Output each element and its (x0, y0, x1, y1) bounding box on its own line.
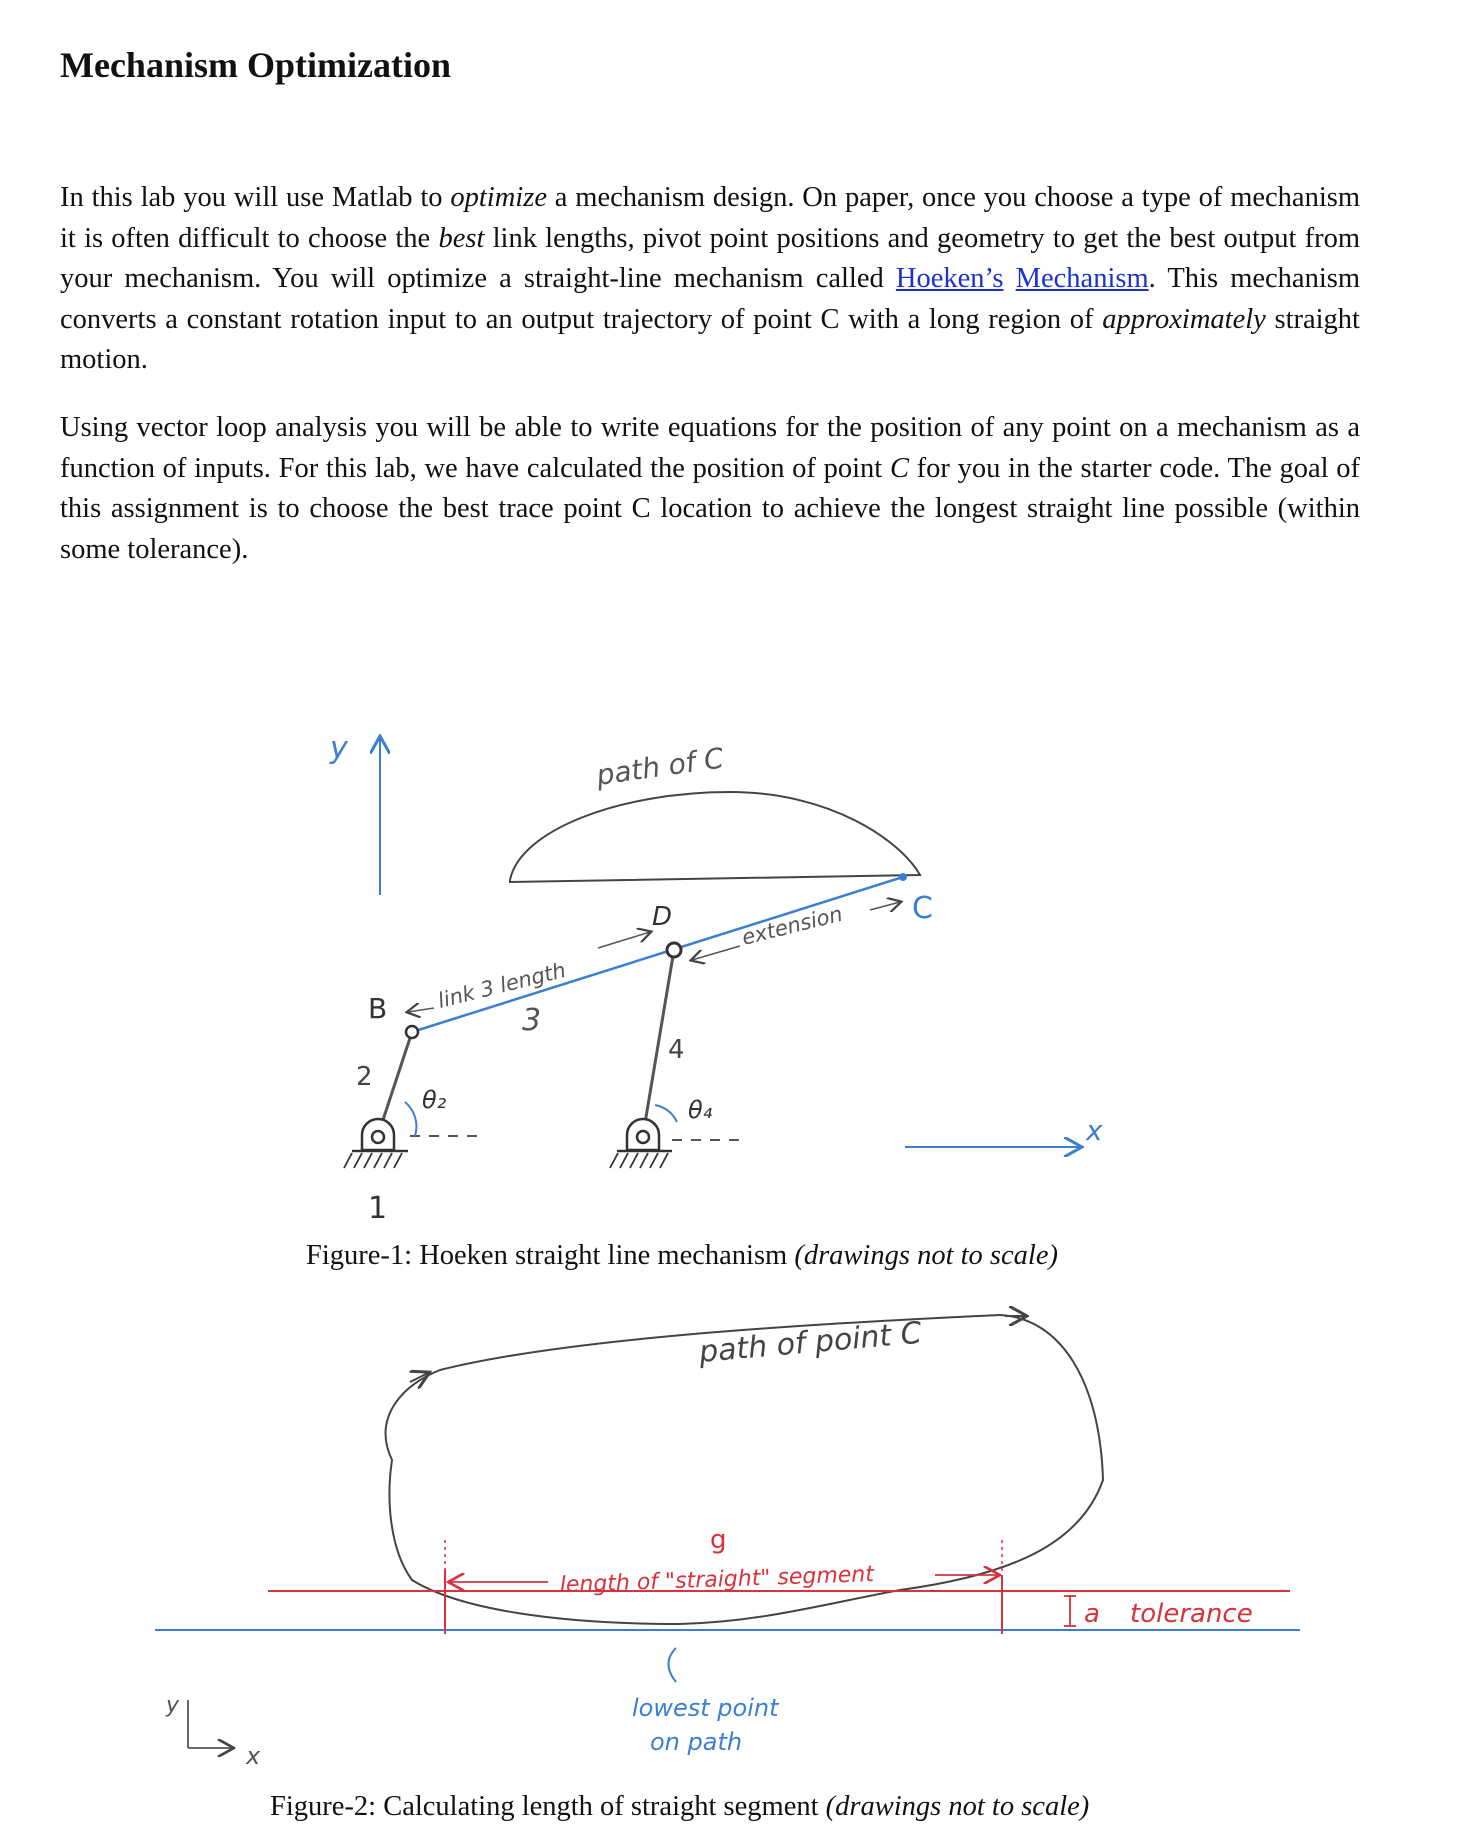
label-b: B (368, 992, 388, 1025)
goal-paragraph: Using vector loop analysis you will be able to write equations for the position of any point on a mechanism as a function of inputs. For this lab, we have calculated the position of point C for you in the starter code. The goal of this assignment is to choose the best trace point C location to achieve the longest straight line possible (within some tolerance). (60, 412, 1361, 565)
path-of-c-label: path of C (594, 741, 726, 792)
figure-2-caption: Figure-2: Calculating length of straight segment (drawings not to scale) (270, 1791, 1090, 1822)
link-4-number: 4 (668, 1035, 685, 1065)
y-axis-label: y (330, 731, 348, 766)
extension-label: extension (739, 901, 845, 950)
label-d: D (652, 902, 673, 932)
link-2-number: 2 (356, 1062, 373, 1092)
straight-segment-label: length of "straight" segment (559, 1562, 875, 1598)
g-label: g (710, 1525, 727, 1555)
label-c: C (912, 891, 933, 926)
path-of-c-curve (510, 792, 920, 882)
lowest-point-pointer (668, 1648, 676, 1682)
theta2-arc (405, 1102, 416, 1136)
theta4-label: θ₄ (688, 1096, 713, 1124)
a-label: a (1084, 1599, 1100, 1629)
figure-1-caption: Figure-1: Hoeken straight line mechanism (drawings not to scale) (306, 1240, 1058, 1271)
ground-pivot-right (610, 1119, 672, 1168)
theta2-label: θ₂ (422, 1086, 447, 1114)
tolerance-label: tolerance (1130, 1599, 1253, 1629)
x-axis-label: x (1086, 1114, 1103, 1147)
page-title: Mechanism Optimization (60, 45, 451, 85)
point-c-marker (899, 873, 907, 881)
link-3-number: 3 (522, 1003, 542, 1038)
link3-length-arrow-left (408, 1008, 434, 1012)
link3-length-label: link 3 length (435, 957, 569, 1013)
fig2-y-label: y (166, 1693, 180, 1718)
link-3-line (412, 877, 903, 1032)
mechanism-link[interactable]: Mechanism (1015, 263, 1149, 294)
path-of-point-c-label: path of point C (697, 1315, 924, 1370)
joint-b (406, 1026, 418, 1038)
lowest-point-label-1: lowest point (632, 1694, 779, 1722)
extension-arrow-left (692, 946, 740, 960)
hoekens-link[interactable]: Hoeken’s (895, 263, 1004, 294)
ground-link-number: 1 (368, 1191, 388, 1226)
joint-d (667, 943, 681, 957)
link3-length-arrow-right (598, 932, 650, 948)
lowest-point-label-2: on path (650, 1728, 743, 1756)
ground-pivot-left (344, 1119, 408, 1168)
theta4-arc (655, 1105, 677, 1122)
intro-paragraph: In this lab you will use Matlab to optimize a mechanism design. On paper, once you choose a type of mechanism it is often difficult to choose the best link lengths, pivot point positions and geometry to get the best output from your mechanism. You will optimize a straight-line mechanism called Hoeken’s Mechanism. This mechanism converts a constant rotation input to an output trajectory of point C with a long region of approximately straight motion. (60, 182, 1361, 375)
fig2-x-label: x (246, 1742, 261, 1770)
extension-arrow-right (870, 902, 900, 910)
